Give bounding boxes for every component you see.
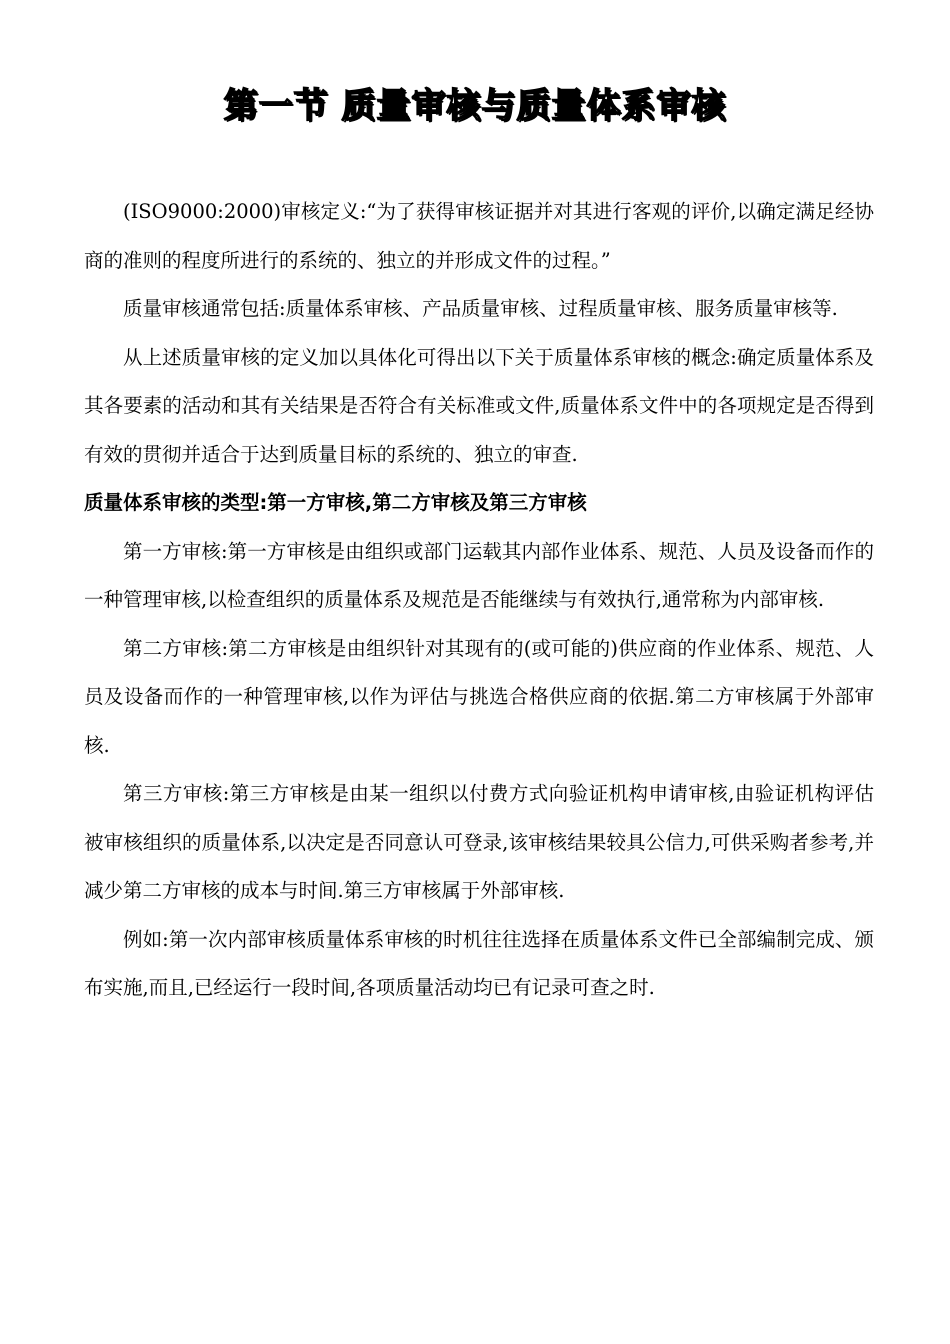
- section-heading: 质量体系审核的类型:第一方审核,第二方审核及第三方审核: [84, 491, 587, 514]
- paragraph-first-party-audit: 第一方审核:第一方审核是由组织或部门运载其内部作业体系、规范、人员及设备而作的一种管理审核,以检查组织的质量体系及规范是否能继续与有效执行,通常称为内部审核.: [84, 539, 874, 611]
- paragraph-audit-definition: (ISO9000:2000)审核定义:“为了获得审核证据并对其进行客观的评价,以确定满足经协商的准则的程度所进行的系统的、独立的并形成文件的过程。”: [84, 200, 874, 272]
- page-title: 第一节 质量审核与质量体系审核: [223, 86, 727, 126]
- document-body: [84, 188, 874, 1013]
- paragraph-audit-types: 质量审核通常包括:质量体系审核、产品质量审核、过程质量审核、服务质量审核等.: [123, 297, 838, 320]
- paragraph-example: 例如:第一次内部审核质量体系审核的时机往往选择在质量体系文件已全部编制完成、颁布实施,而且,已经运行一段时间,各项质量活动均已有记录可查之时.: [84, 927, 874, 999]
- paragraph-second-party-audit: 第二方审核:第二方审核是由组织针对其现有的(或可能的)供应商的作业体系、规范、人员及设备而作的一种管理审核,以作为评估与挑选合格供应商的依据.第二方审核属于外部审核.: [84, 636, 874, 757]
- paragraph-third-party-audit: 第三方审核:第三方审核是由某一组织以付费方式向验证机构申请审核,由验证机构评估被审核组织的质量体系,以决定是否同意认可登录,该审核结果较具公信力,可供采购者参考,并减少第二方审核的成本与时间.第三方审核属于外部审核.: [84, 782, 874, 902]
- paragraph-system-audit-concept: 从上述质量审核的定义加以具体化可得出以下关于质量体系审核的概念:确定质量体系及其各要素的活动和其有关结果是否符合有关标准或文件,质量体系文件中的各项规定是否得到有效的贯彻并适合于达到质量目标的系统的、独立的审查.: [84, 345, 874, 466]
